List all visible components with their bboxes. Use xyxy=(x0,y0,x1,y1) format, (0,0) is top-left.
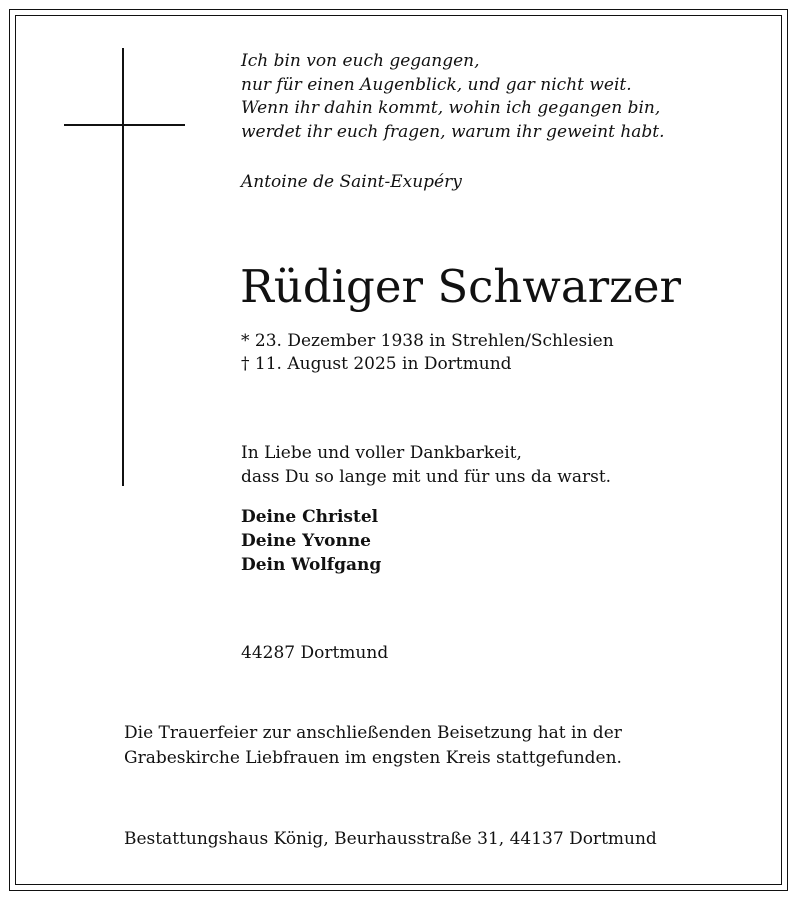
family-name: Deine Yvonne xyxy=(241,531,371,551)
quote-author: Antoine de Saint-Exupéry xyxy=(241,172,462,192)
family-name: Dein Wolfgang xyxy=(241,555,382,575)
family-name: Deine Christel xyxy=(241,507,379,527)
family-location: 44287 Dortmund xyxy=(241,643,389,663)
quote-line: Wenn ihr dahin kommt, wohin ich gegangen bin, xyxy=(241,98,661,118)
cross-horizontal-bar xyxy=(64,124,185,126)
undertaker: Bestattungshaus König, Beurhausstraße 31, 44137 Dortmund xyxy=(124,829,657,849)
death-date: † 11. August 2025 in Dortmund xyxy=(241,354,512,374)
thanks-text xyxy=(241,442,611,489)
ceremony-notice xyxy=(124,721,622,770)
quote-line: nur für einen Augenblick, und gar nicht weit. xyxy=(241,74,632,95)
life-dates xyxy=(241,330,614,376)
ceremony-line: Die Trauerfeier zur anschließenden Beisetzung hat in der xyxy=(124,723,622,743)
birth-date: * 23. Dezember 1938 in Strehlen/Schlesien xyxy=(241,331,614,351)
thanks-line: dass Du so lange mit und für uns da warst. xyxy=(241,466,612,487)
quote-line: werdet ihr euch fragen, warum ihr geweint habt. xyxy=(241,121,665,142)
thanks-line: In Liebe und voller Dankbarkeit, xyxy=(241,443,522,463)
quote xyxy=(241,50,665,144)
deceased-name: Rüdiger Schwarzer xyxy=(240,260,682,313)
family-names xyxy=(241,505,381,577)
ceremony-line: Grabeskirche Liebfrauen im engsten Kreis stattgefunden. xyxy=(124,747,622,768)
cross-vertical-bar xyxy=(122,48,124,486)
quote-line: Ich bin von euch gegangen, xyxy=(241,51,480,71)
